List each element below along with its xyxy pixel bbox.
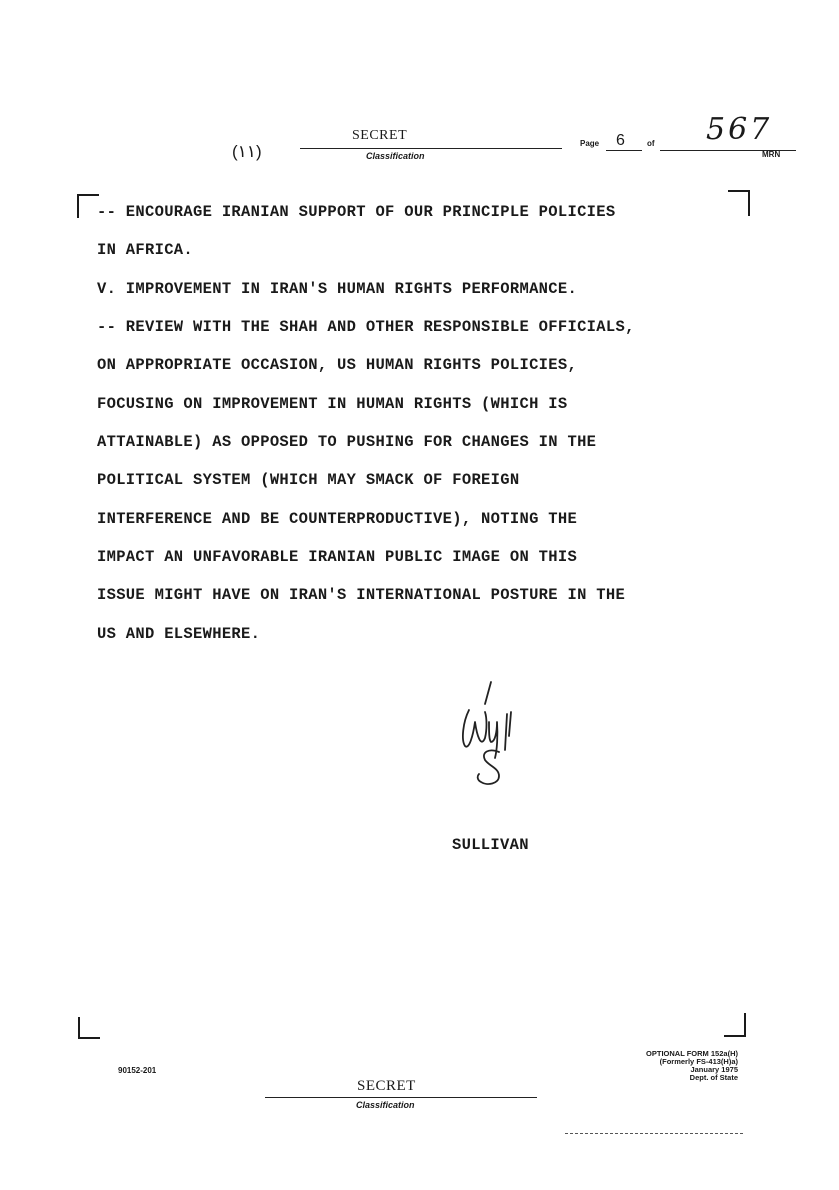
header-classification-label: Classification [366,151,425,161]
body-line: POLITICAL SYSTEM (WHICH MAY SMACK OF FOREIGN [97,471,520,489]
document-number: (١١) [232,142,262,161]
form-identifier-line: January 1975 [690,1065,738,1074]
body-line: ATTAINABLE) AS OPPOSED TO PUSHING FOR CHANGES IN THE [97,433,597,451]
body-line: IN AFRICA. [97,241,194,259]
corner-mark-bottom-right [724,1013,746,1037]
form-code: 90152-201 [118,1066,157,1075]
form-identifier [646,1050,738,1082]
body-line: -- ENCOURAGE IRANIAN SUPPORT OF OUR PRINCIPLE POLICIES [97,203,616,221]
body-line: INTERFERENCE AND BE COUNTERPRODUCTIVE), NOTING THE [97,510,578,528]
page-number-rule [606,150,642,151]
body-line: ISSUE MIGHT HAVE ON IRAN'S INTERNATIONAL POSTURE IN THE [97,586,626,604]
corner-mark-bottom-left [78,1017,100,1039]
reference-label: MRN [762,150,781,159]
handwritten-initials [455,678,525,790]
form-identifier-line: Dept. of State [689,1073,738,1082]
header-classification: SECRET [352,128,408,143]
footer-dotted-rule [565,1133,743,1134]
page-number: 6 [616,132,625,149]
of-label: of [647,139,655,148]
body-line: -- REVIEW WITH THE SHAH AND OTHER RESPONSIBLE OFFICIALS, [97,318,635,336]
page-label: Page [580,139,600,148]
section-heading: V. IMPROVEMENT IN IRAN'S HUMAN RIGHTS PERFORMANCE. [97,280,578,298]
corner-mark-top-right [728,190,750,216]
form-identifier-line: OPTIONAL FORM 152a(H) [646,1049,738,1058]
header-classification-rule [300,148,562,149]
corner-mark-top-left [77,194,99,218]
body-line: ON APPROPRIATE OCCASION, US HUMAN RIGHTS POLICIES, [97,356,578,374]
body-line: US AND ELSEWHERE. [97,625,261,643]
form-identifier-line: (Formerly FS-413(H)a) [659,1057,738,1066]
body-line: FOCUSING ON IMPROVEMENT IN HUMAN RIGHTS (WHICH IS [97,395,568,413]
footer-classification: SECRET [357,1078,416,1094]
body-line: IMPACT AN UNFAVORABLE IRANIAN PUBLIC IMAGE ON THIS [97,548,578,566]
footer-classification-rule [265,1097,537,1098]
reference-number: 567 [706,112,773,147]
signer-name: SULLIVAN [452,836,529,854]
footer-classification-label: Classification [356,1100,415,1110]
